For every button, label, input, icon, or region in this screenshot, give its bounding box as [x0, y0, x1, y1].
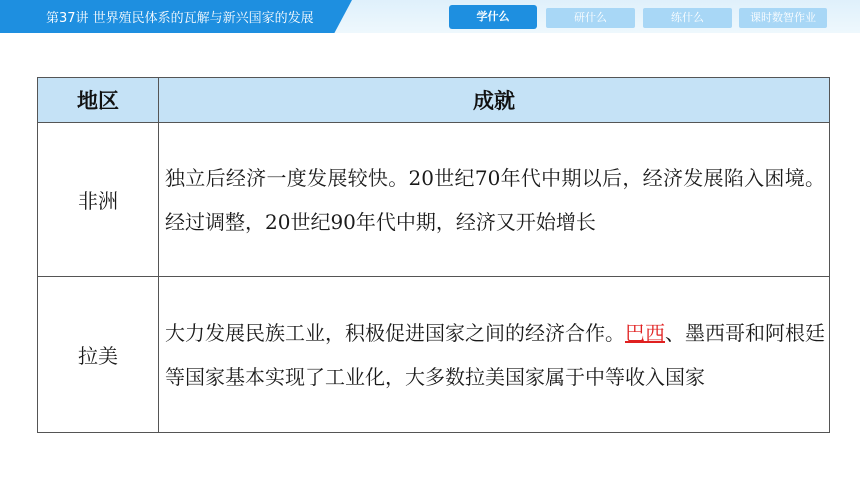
achievement-cell [159, 277, 830, 433]
achievement-text: 大力发展民族工业，积极促进国家之间的经济合作。 [165, 320, 625, 345]
nav-button-learn[interactable]: 学什么 [449, 5, 537, 29]
achievement-cell: 独立后经济一度发展较快。20世纪70年代中期以后，经济发展陷入困境。经过调整，20世纪90年代中期，经济又开始增长 [159, 123, 830, 277]
table-row [38, 277, 830, 433]
table-row [38, 123, 830, 277]
table-header-row [38, 78, 830, 123]
achievement-table [37, 77, 830, 433]
nav-button-homework[interactable]: 课时数智作业 [739, 8, 827, 28]
region-cell: 非洲 [38, 123, 159, 277]
column-header-achievement: 成就 [159, 78, 830, 123]
highlighted-answer: 巴西 [625, 320, 665, 345]
nav-button-study[interactable]: 研什么 [546, 8, 635, 28]
region-cell: 拉美 [38, 277, 159, 433]
nav-button-practice[interactable]: 练什么 [643, 8, 732, 28]
achievement-text: 、墨西哥和阿根廷等国家基本实现了工业化，大多数拉美国家属于中等收入国家 [165, 320, 825, 389]
column-header-region: 地区 [38, 78, 159, 123]
lesson-title: 第37讲 世界殖民体系的瓦解与新兴国家的发展 [46, 11, 314, 26]
